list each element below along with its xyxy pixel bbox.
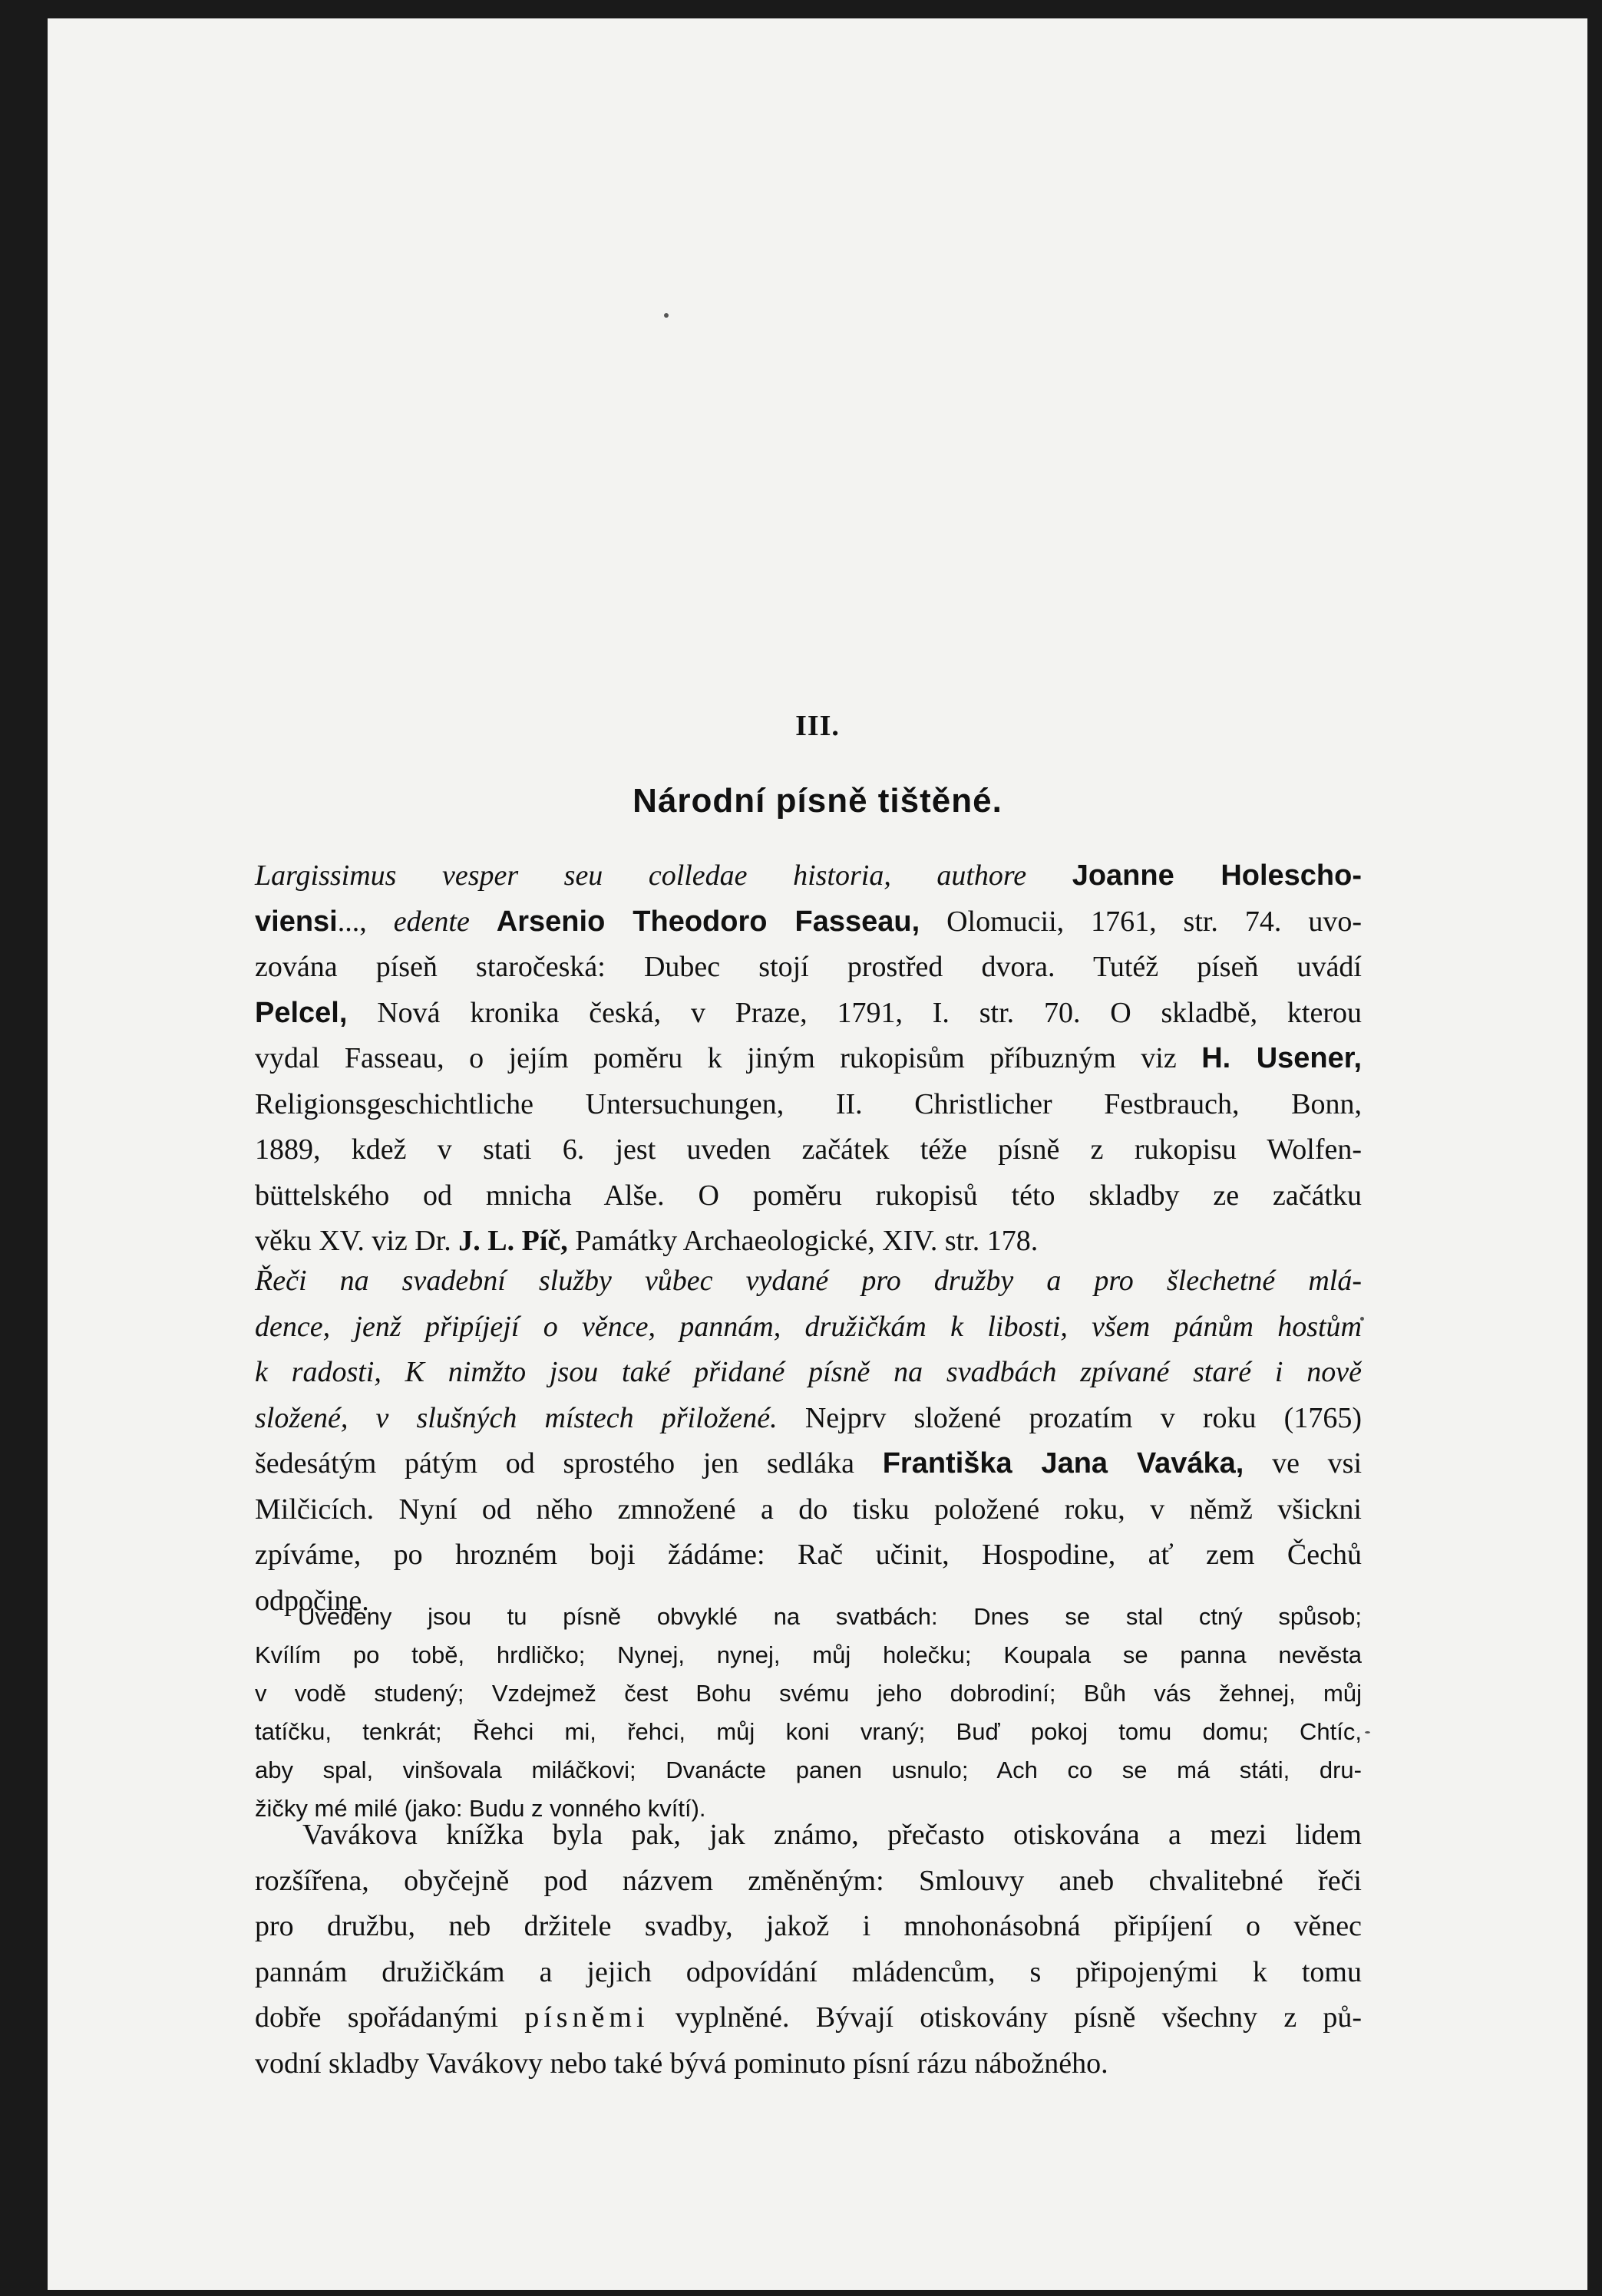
text-line: pannám družičkám a jejich odpovídání mládencům, s připojenými k tomu <box>255 1955 1362 1988</box>
text-line: aby spal, vinšovala miláčkovi; Dvanácte panen usnulo; Ach co se má státi, dru- <box>255 1757 1362 1783</box>
chapter-title: Národní písně tištěné. <box>633 782 1002 820</box>
text-line: v vodě studený; Vzdejmež čest Bohu svému jeho dobrodiní; Bůh vás žehnej, můj <box>255 1680 1362 1707</box>
text-line: Largissimus vesper seu colledae historia, authore Joanne Holescho- <box>255 859 1363 892</box>
text-line: Řeči na svadební služby vůbec vydané pro družby a pro šlechetné mlá- <box>255 1265 1362 1297</box>
text-line: žičky mé milé (jako: Budu z vonného kvítí). <box>255 1795 706 1822</box>
text-line: tatíčku, tenkrát; Řehci mi, řehci, můj koni vraný; Buď pokoj tomu domu; Chtíc, <box>255 1718 1362 1745</box>
text-line: 1889, kdež v stati 6. jest uveden začátek téže písně z rukopisu Wolfen- <box>255 1133 1362 1166</box>
text-line: rozšířena, obyčejně pod názvem změněným: Smlouvy aneb chvalitebné řeči <box>255 1864 1362 1897</box>
text-line: zována píseň staročeská: Dubec stojí prostřed dvora. Tutéž píseň uvádí <box>255 951 1362 983</box>
text-line: věku XV. viz Dr. J. L. Píč, Památky Archaeologické, XIV. str. 178. <box>255 1225 1039 1257</box>
text-line: Milčicích. Nyní od něho zmnožené a do tisku položené roku, v němž všickni <box>255 1493 1362 1526</box>
text-line: Pelcel, Nová kronika česká, v Praze, 1791, I. str. 70. O skladbě, kterou <box>255 996 1362 1029</box>
text-line: složené, v slušných místech přiložené. Nejprv složené prozatím v roku (1765) <box>255 1401 1362 1434</box>
paragraph-largissimus <box>255 853 1362 1265</box>
dust-speck <box>1365 1731 1370 1734</box>
text-line: k radosti, K nimžto jsou také přidané písně na svadbách zpívané staré i nově <box>255 1356 1362 1388</box>
text-line: dobře spořádanými písněmi vyplněné. Bývají otiskovány písně všechny z pů- <box>255 2001 1363 2034</box>
text-line: vydal Fasseau, o jejím poměru k jiným rukopisům příbuzným viz H. Usener, <box>255 1042 1362 1074</box>
text-line: dence, jenž připíjejí o věnce, pannám, družičkám k libosti, všem pánům hostům <box>255 1310 1362 1343</box>
chapter-number: III. <box>795 710 840 742</box>
text-line: viensi..., edente Arsenio Theodoro Fasseau, Olomucii, 1761, str. 74. uvo- <box>255 905 1362 938</box>
paragraph-vavakova-knizka <box>255 1813 1362 2087</box>
text-line: šedesátým pátým od sprostého jen sedláka Františka Jana Vaváka, ve vsi <box>255 1447 1363 1480</box>
text-line: Kvílím po tobě, hrdličko; Nynej, nynej, můj holečku; Koupala se panna nevěsta <box>255 1641 1362 1668</box>
dust-speck <box>664 313 669 318</box>
text-line: Uvedeny jsou tu písně obvyklé na svatbách: Dnes se stal ctný spůsob; <box>298 1603 1362 1630</box>
text-line: pro družbu, neb držitele svadby, jakož i mnohonásobná připíjení o věnec <box>255 1910 1362 1942</box>
text-line: Vavákova knížka byla pak, jak známo, přečasto otiskována a mezi lidem <box>302 1819 1362 1851</box>
text-line: vodní skladby Vavákovy nebo také bývá pominuto písní rázu nábožného. <box>255 2047 1108 2080</box>
paragraph-reci-na-svadebni <box>255 1259 1362 1624</box>
scanned-page <box>48 18 1587 2290</box>
text-line: büttelského od mnicha Alše. O poměru rukopisů této skladby ze začátku <box>255 1179 1362 1212</box>
note-song-list <box>255 1598 1362 1828</box>
text-line: odpočine. <box>255 1584 369 1617</box>
text-line: Religionsgeschichtliche Untersuchungen, II. Christlicher Festbrauch, Bonn, <box>255 1087 1362 1120</box>
text-line: zpíváme, po hrozném boji žádáme: Rač učinit, Hospodine, ať zem Čechů <box>255 1539 1362 1571</box>
